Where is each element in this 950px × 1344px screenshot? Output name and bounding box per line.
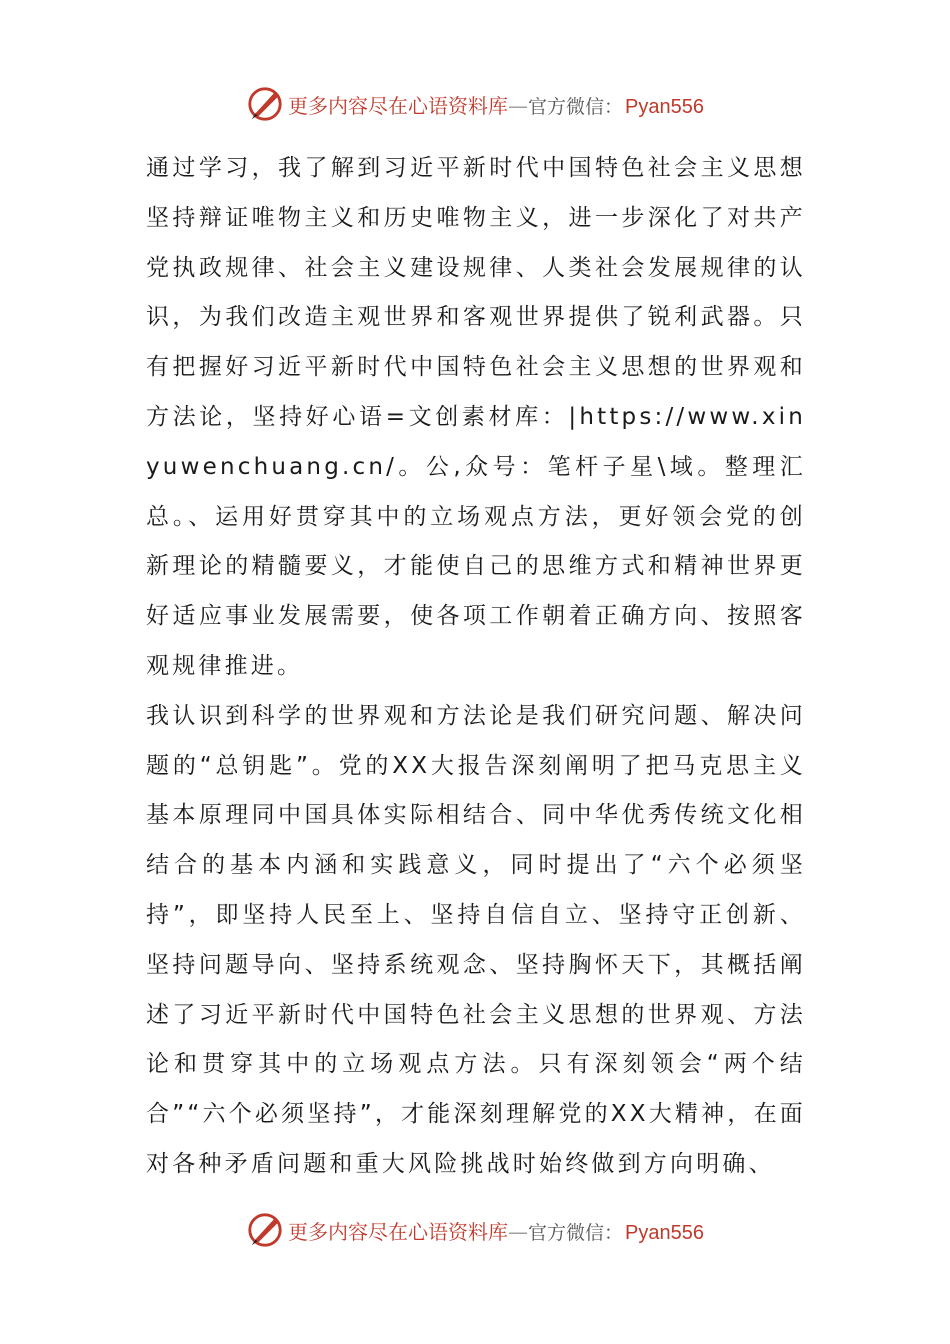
banner-subtitle: 官方微信： [528,95,624,118]
banner-dash: — [508,1219,528,1244]
quill-logo-icon [246,85,284,123]
banner-title: 更多内容尽在心语资料库 [288,93,508,118]
banner-subtitle: 官方微信： [528,1221,624,1244]
banner-wechat-id: Pyan556 [625,95,704,118]
banner-dash: — [508,93,528,118]
quill-logo-icon [246,1211,284,1249]
header-banner [0,82,950,126]
header-banner-text [288,90,704,119]
banner-wechat-id: Pyan556 [625,1221,704,1244]
footer-banner [0,1208,950,1252]
paragraph-1: 通过学习，我了解到习近平新时代中国特色社会主义思想坚持辩证唯物主义和历史唯物主义，进一步深化了对共产党执政规律、社会主义建设规律、人类社会发展规律的认识，为我们改造主观世界和客观世界提供了锐利武器。只有把握好习近平新时代中国特色社会主义思想的世界观和方法论，坚持好心语=文创素材库：|https://www.xinyuwenchuang.cn/。公,众号：笔杆子星\域。整理汇总。、运用好贯穿其中的立场观点方法，更好领会党的创新理论的精髓要义，才能使自己的思维方式和精神世界更好适应事业发展需要，使各项工作朝着正确方向、按照客观规律推进。 [146,155,806,679]
footer-banner-text [288,1216,704,1245]
document-body [146,144,806,1190]
banner-title: 更多内容尽在心语资料库 [288,1219,508,1244]
paragraph-2: 我认识到科学的世界观和方法论是我们研究问题、解决问题的“总钥匙”。党的XX大报告深刻阐明了把马克思主义基本原理同中国具体实际相结合、同中华优秀传统文化相结合的基本内涵和实践意义，同时提出了“六个必须坚持”，即坚持人民至上、坚持自信自立、坚持守正创新、坚持问题导向、坚持系统观念、坚持胸怀天下，其概括阐述了习近平新时代中国特色社会主义思想的世界观、方法论和贯穿其中的立场观点方法。只有深刻领会“两个结合”“六个必须坚持”，才能深刻理解党的XX大精神，在面对各种矛盾问题和重大风险挑战时始终做到方向明确、 [146,702,806,1177]
